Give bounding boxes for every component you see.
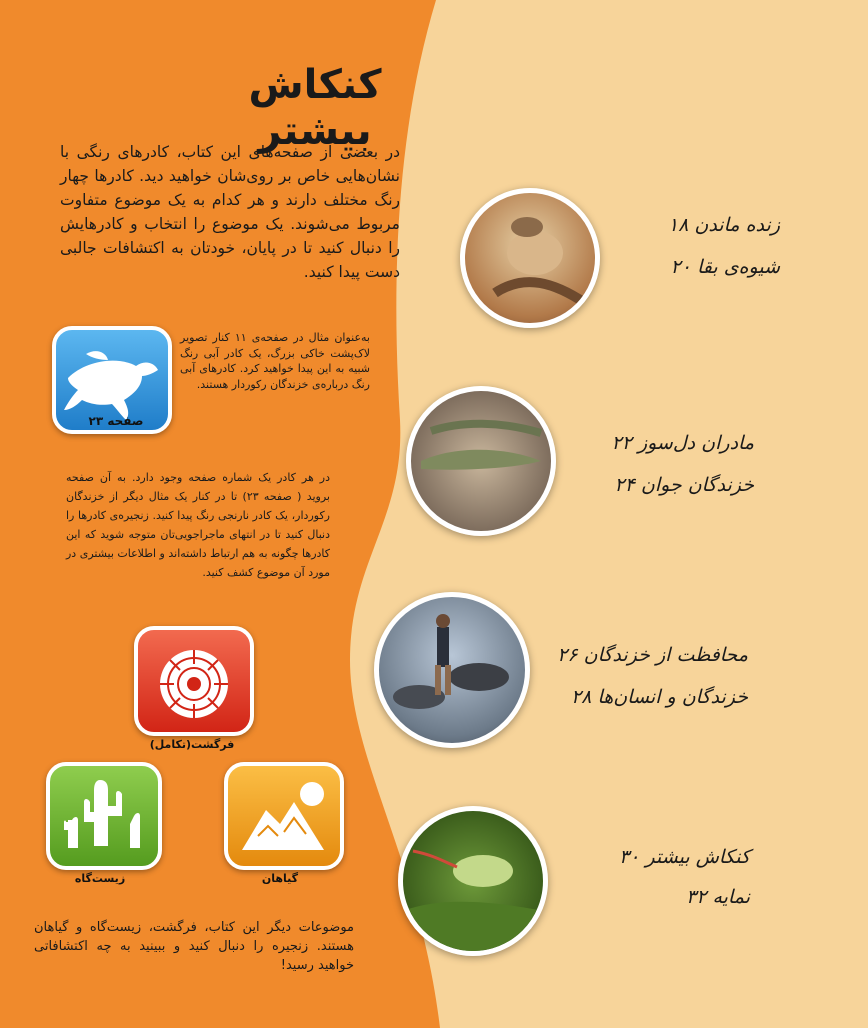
habitat-badge-label: زیست‌گاه (74, 872, 126, 885)
intro-paragraph: در بعضی از صفحه‌های این کتاب، کادرهای رنگی با نشان‌هایی خاص بر روی‌شان خواهید دید. کادرها چهار رنگ مختلف دارند و هر کدام به یک موضوع متفاوت مربوط می‌شوند. یک موضوع را انتخاب و کادرهایش را دنبال کنید تا در پایان، خودتان به اکتشافات جالبی دست پیدا کنید. (60, 143, 400, 281)
toc-entry-3-line-1[interactable]: محافظت از خزندگان ۲۶ (557, 644, 748, 666)
mountains-icon (228, 766, 340, 866)
example-paragraph: به‌عنوان مثال در صفحه‌ی ۱۱ کنار تصویر لاک‌پشت خاکی بزرگ، یک کادر آبی رنگ شبیه به این پیدا خواهید کرد. کادرهای آبی رنگ درباره‌ی خزندگان رکوردار هستند. (180, 331, 370, 391)
page-title: کنکاش بیشتر (248, 62, 382, 154)
toc-entry-4-line-2[interactable]: نمایه ۳۲ (686, 886, 750, 908)
chain-paragraph: در هر کادر یک شماره صفحه وجود دارد. به آن صفحه بروید ( صفحه ۲۳) تا در کنار یک مثال دیگر از خزندگان رکوردار، یک کادر نارنجی رنگ پیدا کنید. زنجیره‌ی کادرها را دنبال کنید تا در انتهای ماجراجویی‌تان متوجه شوید که این کادرها چگونه به هم ارتباط داشته‌اند و اطلاعات بیشتری در مورد آن موضوع کشف کنید. (66, 471, 330, 579)
cactus-icon (50, 766, 158, 866)
crocodile-photo (406, 386, 556, 536)
outro-paragraph: موضوعات دیگر این کتاب، فرگشت، زیست‌گاه و گیاهان هستند. زنجیره را دنبال کنید و ببینید به چه اکتشافاتی خواهید رسید! (34, 920, 354, 973)
plants-badge[interactable] (224, 762, 344, 870)
frilled-lizard-photo (460, 188, 600, 328)
habitat-badge[interactable] (46, 762, 162, 870)
toc-entry-2-line-2[interactable]: خزندگان جوان ۲۴ (614, 474, 754, 496)
ammonite-icon (138, 630, 250, 732)
turtle-badge-label: صفحه ۲۳ (88, 414, 144, 428)
toc-entry-1-line-2[interactable]: شیوه‌ی بقا ۲۰ (670, 256, 780, 278)
toc-entry-3-line-2[interactable]: خزندگان و انسان‌ها ۲۸ (570, 686, 748, 708)
chameleon-photo (398, 806, 548, 956)
turtle-badge[interactable] (52, 326, 172, 434)
turtles-person-photo (374, 592, 530, 748)
evolution-badge-label: فرگشت(تکامل) (149, 738, 235, 751)
toc-entry-1-line-1[interactable]: زنده ماندن ۱۸ (667, 214, 780, 236)
toc-entry-2-line-1[interactable]: مادران دل‌سوز ۲۲ (611, 432, 754, 454)
evolution-badge[interactable] (134, 626, 254, 736)
plants-badge-label: گیاهان (261, 872, 299, 885)
toc-entry-4-line-1[interactable]: کنکاش بیشتر ۳۰ (619, 846, 750, 868)
